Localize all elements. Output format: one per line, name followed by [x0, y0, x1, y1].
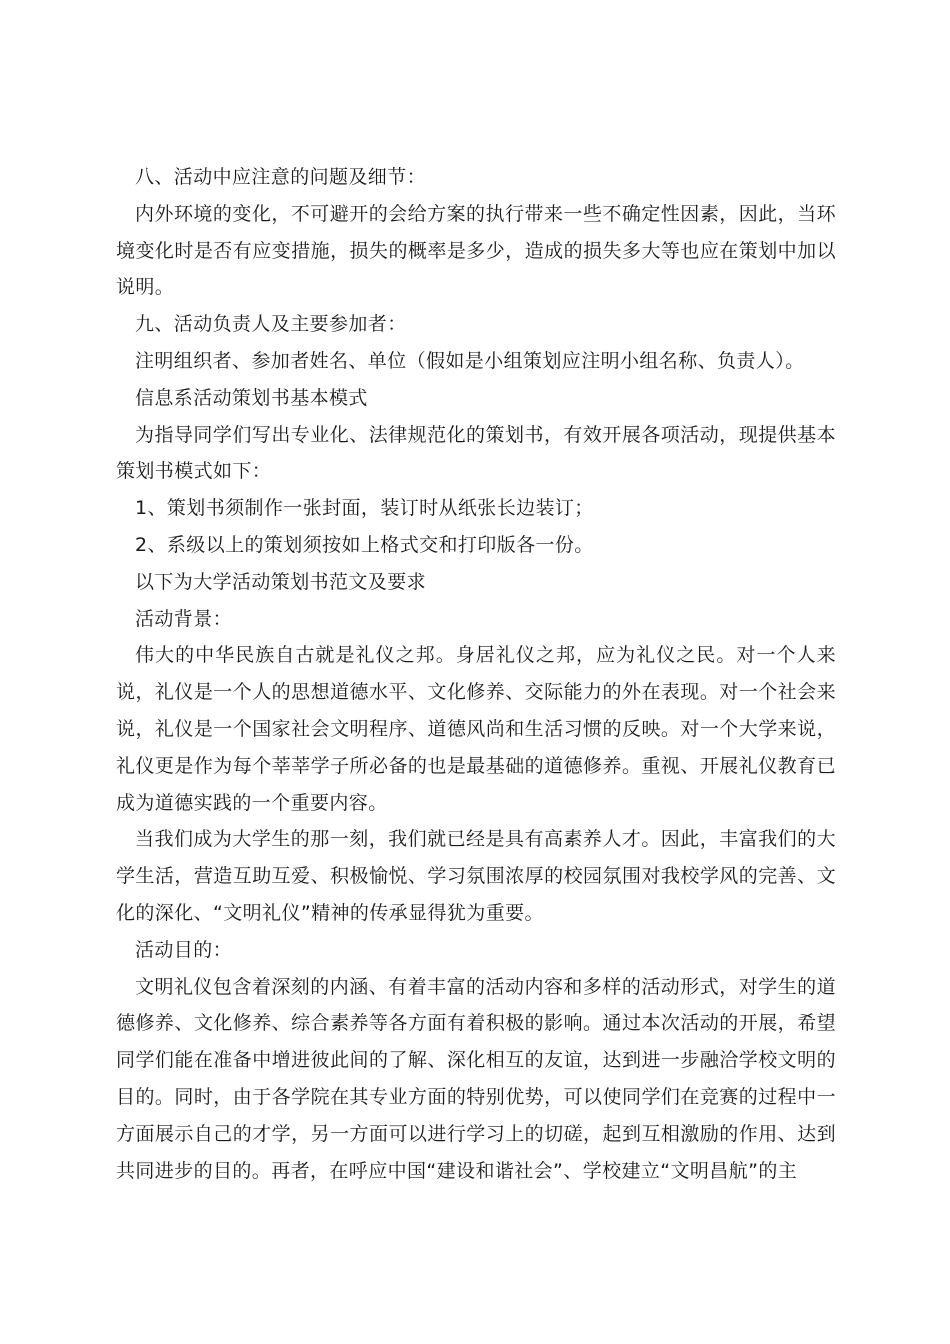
section-heading-template: 信息系活动策划书基本模式: [135, 386, 368, 409]
section-heading-background: 活动背景：: [135, 607, 233, 630]
paragraph-background-students: 当我们成为大学生的那一刻，我们就已经是具有高素养人才。因此，丰富我们的大学生活，营造互助互爱、积极愉悦、学习氛围浓厚的校园氛围对我校学风的完善、文化的深化、“文明礼仪”精神的传承显得犹为重要。: [116, 828, 836, 924]
section-heading-purpose: 活动目的：: [135, 938, 233, 961]
paragraph-environment-changes: 内外环境的变化，不可避开的会给方案的执行带来一些不确定性因素，因此，当环境变化时是否有应变措施，损失的概率是多少，造成的损失多大等也应在策划中加以说明。: [116, 202, 836, 299]
paragraph-organizers: 注明组织者、参加者姓名、单位（假如是小组策划应注明小组名称、负责人）。: [135, 349, 805, 372]
section-heading-notes: 八、活动中应注意的问题及细节：: [135, 166, 427, 188]
paragraph-background-etiquette: 伟大的中华民族自古就是礼仪之邦。身居礼仪之邦，应为礼仪之民。对一个人来说，礼仪是一个人的思想道德水平、文化修养、交际能力的外在表现。对一个社会来说，礼仪是一个国家社会文明程序、道德风尚和生活习惯的反映。对一个大学来说，礼仪更是作为每个莘莘学子所必备的也是最基础的道德修养。重视、开展礼仪教育已成为道德实践的一个重要内容。: [116, 644, 836, 814]
paragraph-purpose: 文明礼仪包含着深刻的内涵、有着丰富的活动内容和多样的活动形式，对学生的道德修养、文化修养、综合素养等各方面有着积极的影响。通过本次活动的开展，希望同学们能在准备中增进彼此间的了解、深化相互的友谊，达到进一步融洽学校文明的目的。同时，由于各学院在其专业方面的特别优势，可以使同学们在竞赛的过程中一方面展示自己的才学，另一方面可以进行学习上的切磋，起到互相激励的作用、达到共同进步的目的。再者，在呼应中国“建设和谐社会”、学校建立“文明昌航”的主: [116, 975, 836, 1182]
list-item-copies: 2、系级以上的策划须按如上格式交和打印版各一份。: [135, 533, 594, 556]
document-body: [116, 159, 836, 1189]
section-heading-sample: 以下为大学活动策划书范文及要求: [135, 570, 427, 593]
list-item-cover: 1、策划书须制作一张封面，装订时从纸张长边装订；: [135, 497, 594, 520]
section-heading-responsible: 九、活动负责人及主要参加者：: [135, 313, 407, 336]
paragraph-template-intro: 为指导同学们写出专业化、法律规范化的策划书，有效开展各项活动，现提供基本策划书模式如下：: [116, 423, 836, 483]
